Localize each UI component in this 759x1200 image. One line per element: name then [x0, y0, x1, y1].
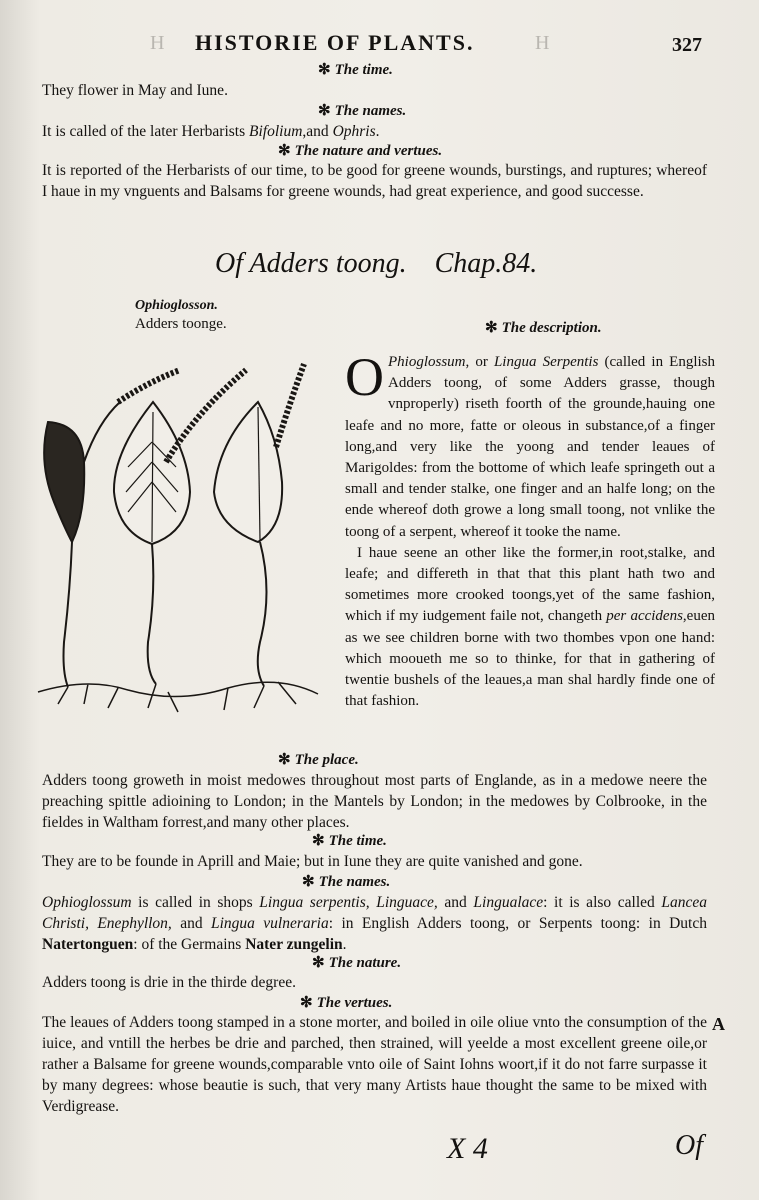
place-text: Adders toong groweth in moist medowes throughout most parts of Englande, as in a medowe neere the preaching spittle adioining to London; in the Mantels by London; in the medowes by Colbrooke, in the fieldes in Waltham forrest,and many other places. — [42, 772, 707, 831]
nature-text: Adders toong is drie in the thirde degree. — [42, 974, 296, 991]
time-text: They are to be founde in Aprill and Maie; but in Iune they are quite vanished and gone. — [42, 853, 583, 870]
stalk-left — [64, 542, 73, 687]
prev-time-text: They flower in May and Iune. — [42, 82, 228, 99]
marginal-letter: A — [712, 1014, 725, 1034]
asterism-icon: ✻ — [300, 995, 313, 1011]
asterism-icon: ✻ — [318, 103, 331, 119]
adders-tongue-woodcut — [28, 352, 328, 724]
drop-cap: O — [345, 347, 384, 407]
asterism-icon: ✻ — [302, 874, 315, 890]
stalk-middle — [148, 544, 156, 684]
leaf-left — [44, 422, 84, 542]
page-number: 327 — [672, 34, 702, 56]
rubric-description: ✻ The description. — [485, 320, 602, 336]
asterism-icon: ✻ — [312, 833, 325, 849]
chapter-heading: Of Adders toong. Chap.84. — [215, 248, 538, 279]
names-text: Ophioglossum is called in shops Lingua serpentis, Linguace, and Lingualace: it is also called Lancea Christi, Enephyllon, and Lingua vulneraria: in English Adders toong, or Serpents toong: in Dutch Natertonguen: of the Germains Nater zungelin. — [42, 894, 707, 953]
rubric-vertues: ✻ The vertues. — [300, 995, 393, 1011]
asterism-icon: ✻ — [312, 955, 325, 971]
running-header: HISTORIE OF PLANTS. — [195, 30, 475, 55]
rubric-place: ✻ The place. — [278, 752, 359, 768]
signature-mark: X 4 — [447, 1132, 488, 1165]
spike-right — [276, 364, 304, 447]
roots — [38, 682, 318, 712]
stalk-right — [258, 542, 267, 686]
rubric-vertues-prev: ✻ The nature and vertues. — [278, 143, 443, 159]
asterism-icon: ✻ — [278, 752, 291, 768]
prev-vertues-text: It is reported of the Herbarists of our time, to be good for greene wounds, burstings, and ruptures; whereof I haue in my vnguents and Balsams for greene wounds, had great experience, and good successe. — [42, 162, 707, 200]
leaf-right — [214, 402, 282, 542]
asterism-icon: ✻ — [278, 143, 291, 159]
asterism-icon: ✻ — [318, 62, 331, 78]
prev-names-text: It is called of the later Herbarists Bifolium,and Ophris. — [42, 123, 380, 140]
rubric-nature: ✻ The nature. — [312, 955, 402, 971]
ghost-header-right: H — [535, 32, 552, 54]
asterism-icon: ✻ — [485, 320, 498, 336]
rubric-time: ✻ The time. — [312, 833, 387, 849]
ghost-header-left: H — [150, 32, 167, 54]
tongue-stalk-left — [84, 402, 120, 462]
figure-caption-latin: Ophioglosson. — [135, 298, 218, 313]
rubric-names: ✻ The names. — [302, 874, 391, 890]
spike-left — [118, 370, 180, 402]
vertues-text: The leaues of Adders toong stamped in a stone morter, and boiled in oile oliue vnto the consumption of the iuice, and vntill the herbes be drie and parched, then strained, will yeelde a most excellent greene oile,or rather a Balsame for greene wounds,comparable vnto oile of Saint Iohns woort,if it do not farre surpasse it by many degrees: whose beautie is such, that very many Artists haue thought the same to be mixed with Verdigrease. — [42, 1014, 707, 1115]
figure-caption-english: Adders toonge. — [135, 316, 227, 332]
description-text: O Phioglossum, or Lingua Serpentis (called in English Adders toong, of some Adders grasse, though vnproperly) riseth foorth of the grounde,hauing one leafe and no more, fatte or oleous in substance,of a finger long,and very like the yoong and tender leaues of Marigoldes: from the bottome of which leafe springeth out a small and tender stalke, one finger and an halfe long; on the ende whereof doth growe a long small toong, not vnlike the toong of a serpent, whereof it tooke the name. I haue seene an other like the former,in root,stalke, and leafe; and differeth in that that this plant hath two and sometimes more crooked toongs,yet of the same fashion, which if my iudgement faile not, changeth per accidens,euen as we see children borne with two thombes vpon one hand: which mooueth me so to thinke, for that in gathering of twentie bushels of the leaues,a man shal hardly finde one of that fashion. — [345, 347, 716, 710]
catchword: Of — [675, 1130, 703, 1161]
rubric-names-prev: ✻ The names. — [318, 103, 407, 119]
rubric-time-prev: ✻ The time. — [318, 62, 393, 78]
